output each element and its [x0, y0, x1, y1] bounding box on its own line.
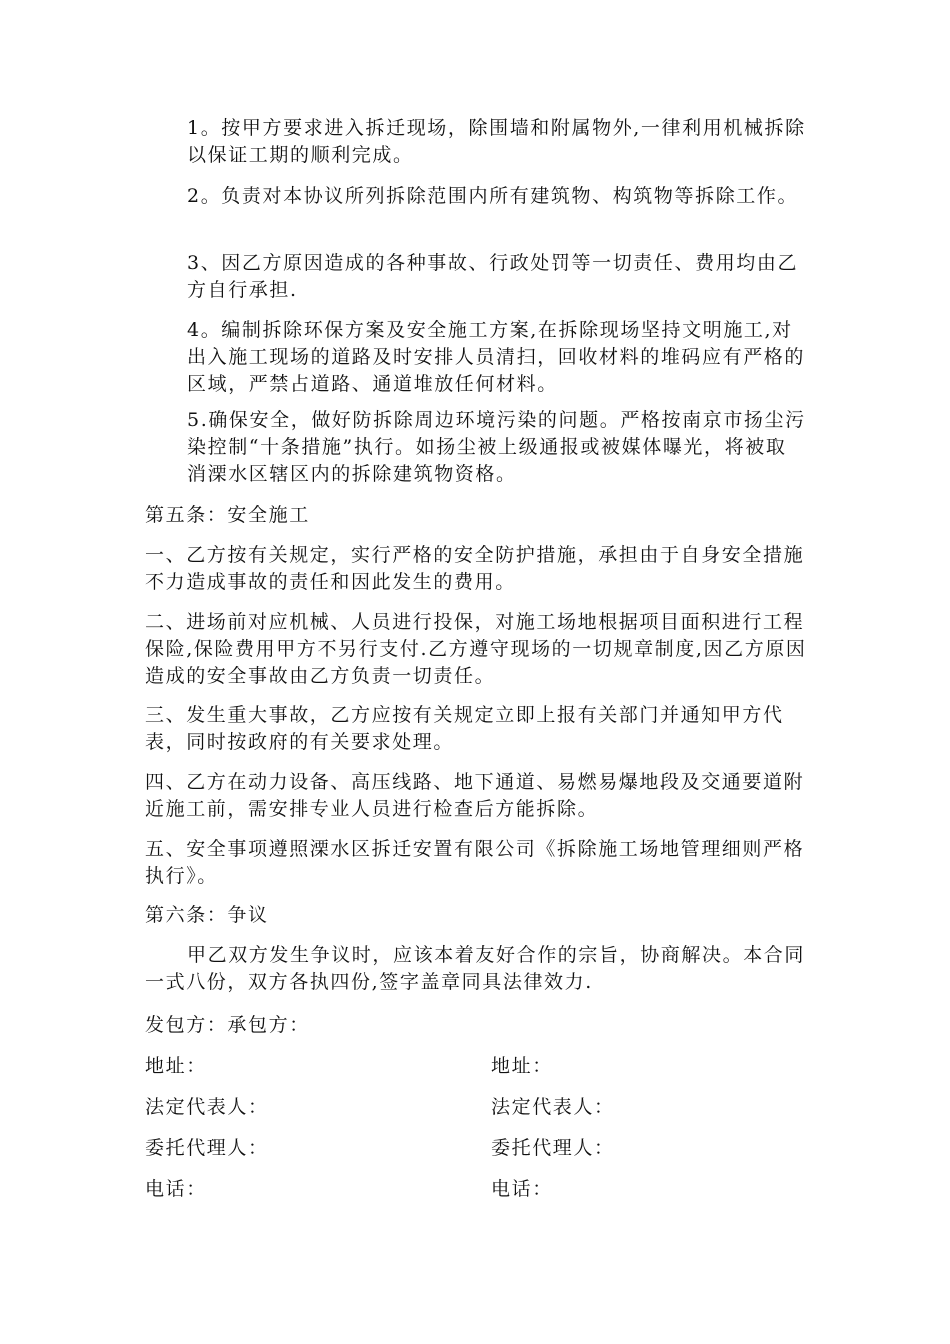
item-1: 1。按甲方要求进入拆迁现场，除围墙和附属物外,一律利用机械拆除以保证工期的顺利完成。	[187, 117, 806, 166]
item-4: 4。编制拆除环保方案及安全施工方案,在拆除现场坚持文明施工,对出入施工现场的道路及时安排人员清扫，回收材料的堆码应有严格的区域，严禁占道路、通道堆放任何材料。	[187, 319, 806, 395]
article-6-text: 甲乙双方发生争议时，应该本着友好合作的宗旨，协商解决。本合同一式八份，双方各执四份,签字盖章同具法律效力.	[145, 944, 806, 993]
article-5-clause-3: 三、发生重大事故，乙方应按有关规定立即上报有关部门并通知甲方代表，同时按政府的有关要求处理。	[145, 704, 784, 753]
signature-parties: 发包方：承包方：	[145, 1014, 310, 1036]
item-2: 2。负责对本协议所列拆除范围内所有建筑物、构筑物等拆除工作。	[187, 185, 799, 207]
item-3: 3、因乙方原因造成的各种事故、行政处罚等一切责任、费用均由乙方自行承担.	[187, 252, 799, 301]
article-5-clause-2: 二、进场前对应机械、人员进行投保，对施工场地根据项目面积进行工程保险,保险费用甲方不另行支付.乙方遵守现场的一切规章制度,因乙方原因造成的安全事故由乙方负责一切责任。	[145, 611, 807, 687]
left-legal-rep-label: 法定代表人：	[145, 1096, 269, 1118]
article-5-heading: 第五条：安全施工	[145, 504, 310, 526]
right-agent-label: 委托代理人：	[491, 1137, 615, 1159]
left-address-label: 地址：	[145, 1055, 207, 1077]
article-5-clause-1: 一、乙方按有关规定，实行严格的安全防护措施，承担由于自身安全措施不力造成事故的责任和因此发生的费用。	[145, 544, 805, 593]
left-phone-label: 电话：	[145, 1178, 207, 1200]
article-5-clause-4: 四、乙方在动力设备、高压线路、地下通道、易燃易爆地段及交通要道附近施工前，需安排专业人员进行检查后方能拆除。	[145, 771, 805, 820]
left-agent-label: 委托代理人：	[145, 1137, 269, 1159]
right-phone-label: 电话：	[491, 1178, 553, 1200]
article-6-heading: 第六条：争议	[145, 904, 269, 926]
right-address-label: 地址：	[491, 1055, 553, 1077]
article-5-clause-5: 五、安全事项遵照溧水区拆迁安置有限公司《拆除施工场地管理细则严格执行》。	[145, 838, 805, 887]
item-5: 5.确保安全，做好防拆除周边环境污染的问题。严格按南京市扬尘污染控制“十条措施”执行。如扬尘被上级通报或被媒体曝光，将被取消溧水区辖区内的拆除建筑物资格。	[187, 409, 806, 485]
right-legal-rep-label: 法定代表人：	[491, 1096, 615, 1118]
